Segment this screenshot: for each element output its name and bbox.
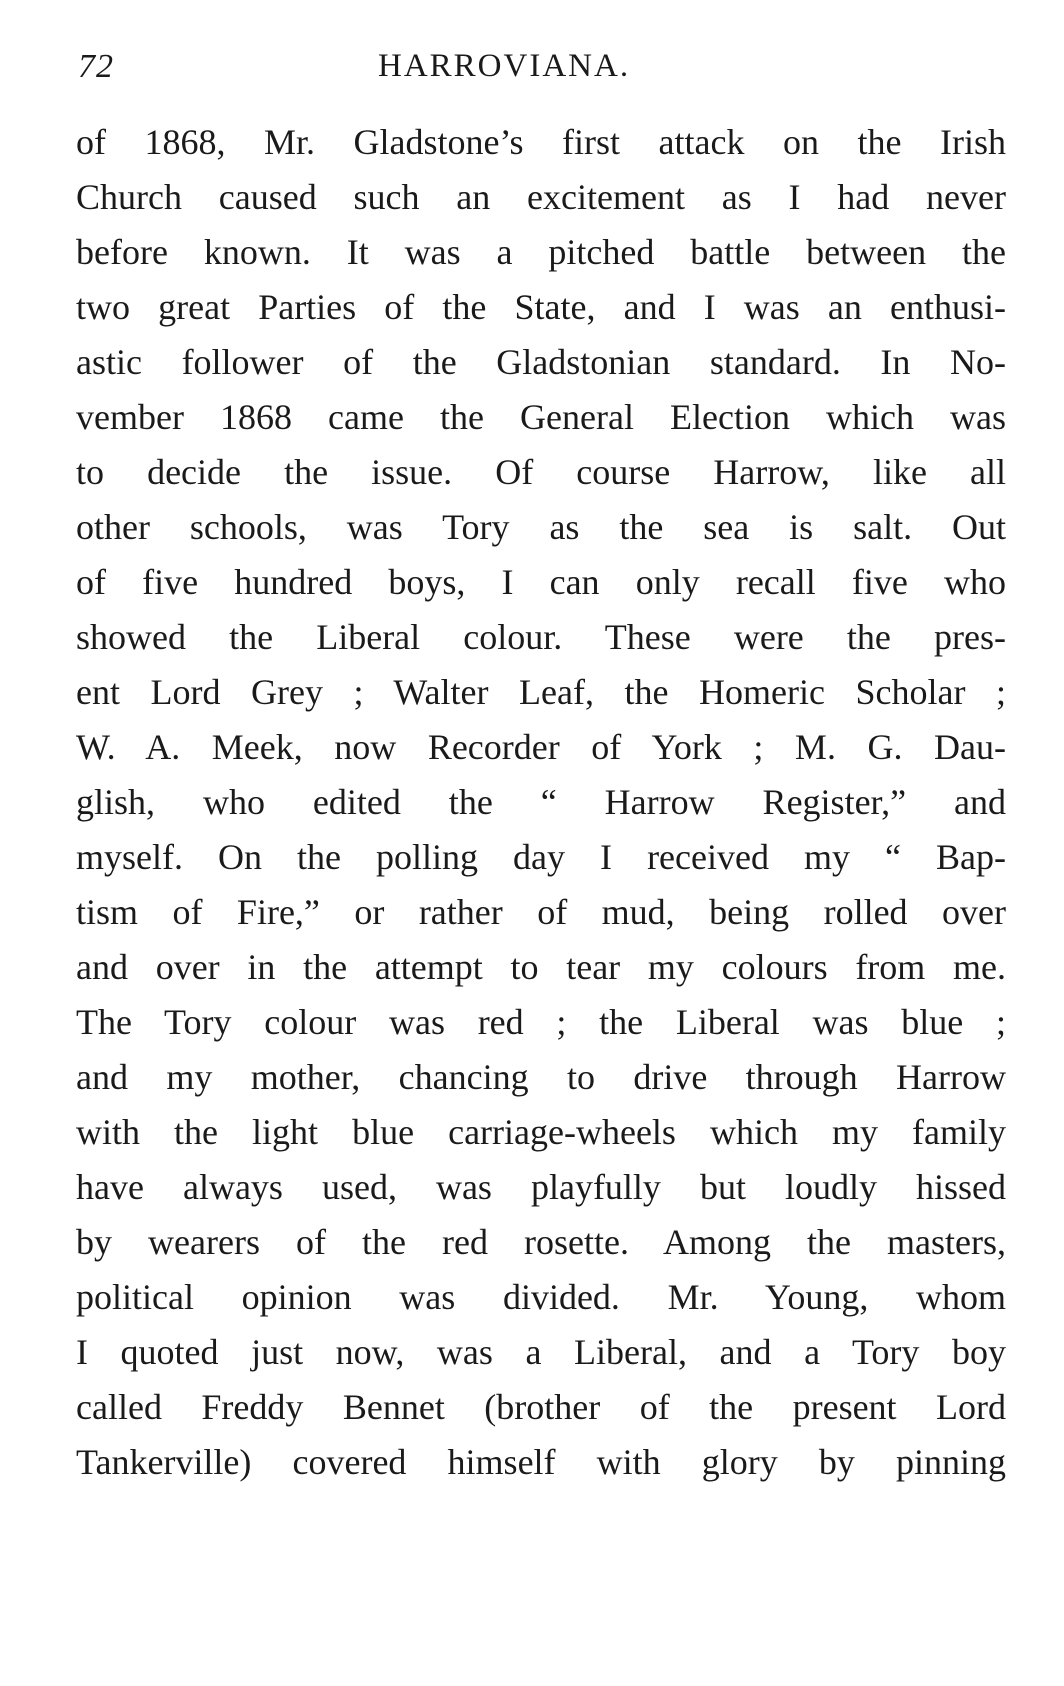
text-line: W. A. Meek, now Recorder of York ; M. G. Dau-: [76, 727, 1006, 767]
text-line: before known. It was a pitched battle between the: [76, 232, 1006, 272]
text-line: two great Parties of the State, and I was an enthusi-: [76, 287, 1006, 327]
page-number: 72: [78, 48, 114, 85]
body-text: [76, 115, 1006, 1490]
text-line: ent Lord Grey ; Walter Leaf, the Homeric Scholar ;: [76, 672, 1006, 712]
text-line: showed the Liberal colour. These were the pres-: [76, 617, 1006, 657]
text-line: other schools, was Tory as the sea is salt. Out: [76, 507, 1006, 547]
text-line: to decide the issue. Of course Harrow, like all: [76, 452, 1006, 492]
text-line: Church caused such an excitement as I had never: [76, 177, 1006, 217]
text-line: myself. On the polling day I received my “ Bap-: [76, 837, 1006, 877]
text-line: glish, who edited the “ Harrow Register,” and: [76, 782, 1006, 822]
text-line: and over in the attempt to tear my colours from me.: [76, 947, 1006, 987]
running-head: HARROVIANA.: [378, 48, 631, 84]
text-line: of five hundred boys, I can only recall five who: [76, 562, 1006, 602]
text-line: have always used, was playfully but loudly hissed: [76, 1167, 1006, 1207]
text-line: astic follower of the Gladstonian standard. In No-: [76, 342, 1006, 382]
text-line: The Tory colour was red ; the Liberal was blue ;: [76, 1002, 1006, 1042]
text-line: of 1868, Mr. Gladstone’s first attack on the Irish: [76, 122, 1006, 162]
text-line: vember 1868 came the General Election which was: [76, 397, 1006, 437]
page-header: [78, 48, 998, 98]
text-line: with the light blue carriage-wheels which my family: [76, 1112, 1006, 1152]
text-line: political opinion was divided. Mr. Young, whom: [76, 1277, 1006, 1317]
text-line: Tankerville) covered himself with glory by pinning: [76, 1442, 1006, 1482]
text-line: tism of Fire,” or rather of mud, being rolled over: [76, 892, 1006, 932]
text-line: I quoted just now, was a Liberal, and a Tory boy: [76, 1332, 1006, 1372]
text-line: and my mother, chancing to drive through Harrow: [76, 1057, 1006, 1097]
text-line: by wearers of the red rosette. Among the masters,: [76, 1222, 1006, 1262]
text-line: called Freddy Bennet (brother of the present Lord: [76, 1387, 1006, 1427]
